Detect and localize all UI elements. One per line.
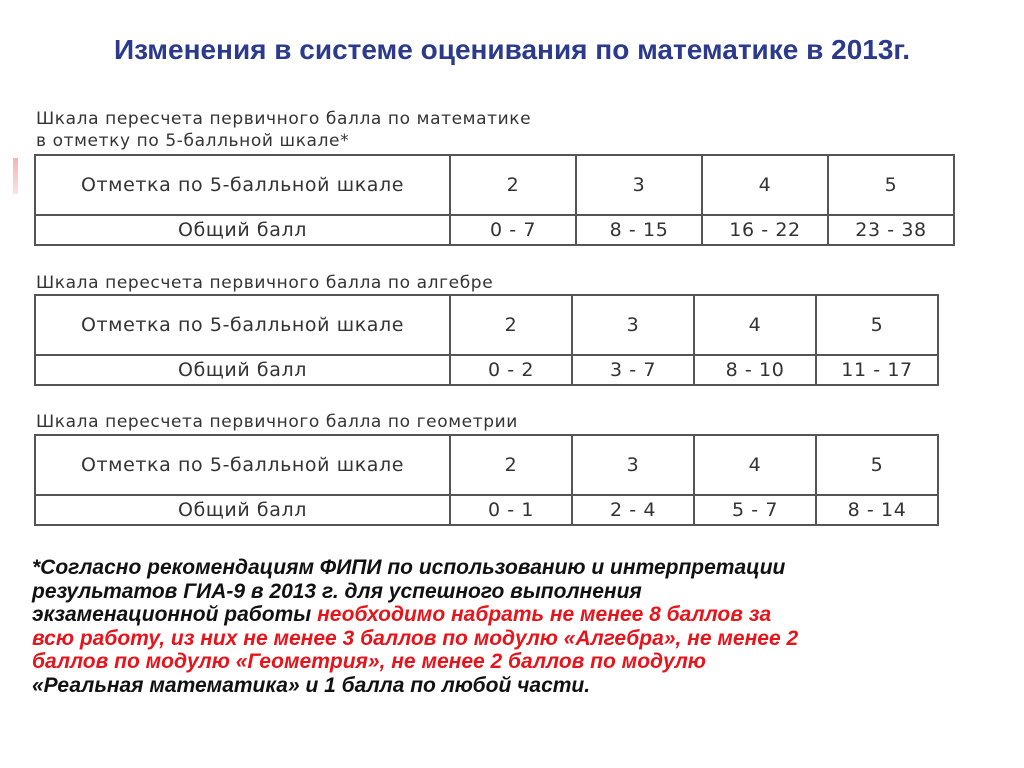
score-row-label: Общий балл xyxy=(35,355,450,385)
algebra-scale-caption xyxy=(36,272,493,294)
footnote-line-6: «Реальная математика» и 1 балла по любой части. xyxy=(32,673,591,697)
grade-cell: 2 xyxy=(450,155,576,215)
math-scale-table xyxy=(34,154,955,246)
grade-cell: 5 xyxy=(828,155,954,215)
grade-row xyxy=(35,435,938,495)
footnote-line-4-highlight: всю работу, из них не менее 3 баллов по модулю «Алгебра», не менее 2 xyxy=(32,626,799,650)
footnote-line-3-plain: экзаменационной работы xyxy=(32,603,318,626)
score-row xyxy=(35,495,938,525)
geometry-scale-table xyxy=(34,434,939,526)
score-cell: 16 - 22 xyxy=(702,215,828,245)
grade-row xyxy=(35,295,938,355)
score-row xyxy=(35,355,938,385)
footnote-line-3 xyxy=(32,603,1022,627)
grade-cell: 5 xyxy=(816,295,938,355)
grade-row xyxy=(35,155,954,215)
score-cell: 0 - 7 xyxy=(450,215,576,245)
score-cell: 3 - 7 xyxy=(572,355,694,385)
grade-cell: 2 xyxy=(450,295,572,355)
score-cell: 2 - 4 xyxy=(572,495,694,525)
footnote xyxy=(32,556,1022,697)
score-cell: 8 - 14 xyxy=(816,495,938,525)
math-scale-caption xyxy=(36,108,531,152)
algebra-scale-table xyxy=(34,294,939,386)
footnote-line-2: результатов ГИА-9 в 2013 г. для успешного выполнения xyxy=(32,579,642,603)
grade-cell: 4 xyxy=(694,435,816,495)
grade-cell: 2 xyxy=(450,435,572,495)
footnote-line-3-highlight: необходимо набрать не менее 8 баллов за xyxy=(317,603,772,626)
math-scale-caption-line-1: Шкала пересчета первичного балла по математике xyxy=(36,109,532,129)
grade-cell: 5 xyxy=(816,435,938,495)
score-cell: 0 - 2 xyxy=(450,355,572,385)
score-cell: 23 - 38 xyxy=(828,215,954,245)
score-cell: 8 - 15 xyxy=(576,215,702,245)
decorative-red-mark xyxy=(13,158,18,194)
math-scale-caption-line-2: в отметку по 5-балльной шкале* xyxy=(36,131,350,151)
footnote-line-5-highlight: баллов по модулю «Геометрия», не менее 2 баллов по модулю xyxy=(32,650,706,673)
geometry-scale-caption xyxy=(36,411,518,433)
score-cell: 11 - 17 xyxy=(816,355,938,385)
grade-cell: 3 xyxy=(572,295,694,355)
score-cell: 8 - 10 xyxy=(694,355,816,385)
grade-row-label: Отметка по 5-балльной шкале xyxy=(35,295,450,355)
slide-title: Изменения в системе оценивания по математике в 2013г. xyxy=(113,34,911,65)
grade-row-label: Отметка по 5-балльной шкале xyxy=(35,435,450,495)
footnote-line-1: *Согласно рекомендациям ФИПИ по использованию и интерпретации xyxy=(32,556,786,579)
algebra-scale-caption-line-1: Шкала пересчета первичного балла по алгебре xyxy=(36,273,494,293)
score-row xyxy=(35,215,954,245)
geometry-scale-caption-line-1: Шкала пересчета первичного балла по геометрии xyxy=(36,412,518,432)
grade-cell: 3 xyxy=(572,435,694,495)
grade-cell: 4 xyxy=(702,155,828,215)
score-cell: 5 - 7 xyxy=(694,495,816,525)
score-row-label: Общий балл xyxy=(35,215,450,245)
grade-row-label: Отметка по 5-балльной шкале xyxy=(35,155,450,215)
grade-cell: 4 xyxy=(694,295,816,355)
score-cell: 0 - 1 xyxy=(450,495,572,525)
grade-cell: 3 xyxy=(576,155,702,215)
score-row-label: Общий балл xyxy=(35,495,450,525)
